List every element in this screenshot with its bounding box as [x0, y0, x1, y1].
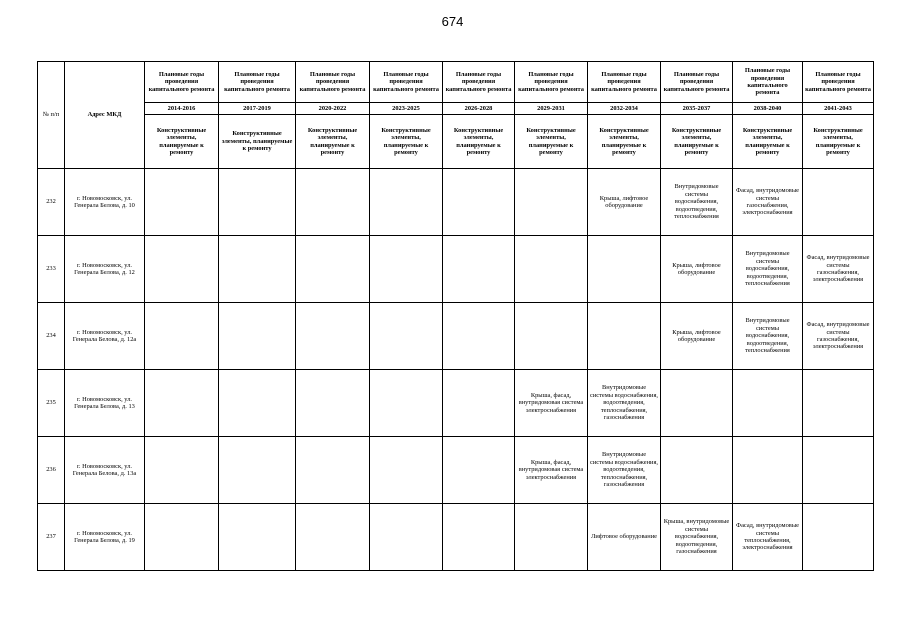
table-row	[38, 236, 874, 303]
work-cell	[588, 236, 661, 303]
work-cell	[219, 169, 296, 236]
header-period-years: 2035-2037	[661, 103, 733, 115]
header-elements: Конструктивные элементы, планируемые к ремонту	[661, 115, 733, 169]
work-cell	[296, 437, 370, 504]
work-cell	[145, 437, 219, 504]
work-cell: Крыша, фасад, внутридомовая система электроснабжения	[515, 437, 588, 504]
work-cell	[443, 236, 515, 303]
header-period-title: Плановые годы проведения капитального ремонта	[803, 62, 874, 103]
table-row	[38, 437, 874, 504]
work-cell	[803, 504, 874, 571]
header-elements: Конструктивные элементы, планируемые к ремонту	[296, 115, 370, 169]
work-cell	[219, 504, 296, 571]
work-cell	[515, 303, 588, 370]
work-cell	[219, 370, 296, 437]
header-elements: Конструктивные элементы, планируемые к ремонту	[370, 115, 443, 169]
work-cell	[588, 303, 661, 370]
work-cell	[296, 169, 370, 236]
work-cell	[145, 504, 219, 571]
work-cell	[661, 437, 733, 504]
work-cell	[803, 370, 874, 437]
work-cell	[443, 504, 515, 571]
work-cell: Фасад, внутридомовые системы газоснабжения, электроснабжения	[803, 303, 874, 370]
work-cell	[219, 303, 296, 370]
header-period-years: 2026-2028	[443, 103, 515, 115]
header-period-years: 2032-2034	[588, 103, 661, 115]
header-elements: Конструктивные элементы, планируемые к ремонту	[443, 115, 515, 169]
work-cell: Крыша, фасад, внутридомовая система электроснабжения	[515, 370, 588, 437]
row-number: 236	[38, 437, 65, 504]
row-address: г. Новомосковск, ул. Генерала Белова, д. 10	[65, 169, 145, 236]
work-cell	[443, 370, 515, 437]
work-cell: Внутридомовые системы водоснабжения, водоотведения, теплоснабжения	[733, 236, 803, 303]
row-number: 232	[38, 169, 65, 236]
work-cell	[296, 504, 370, 571]
header-number: № п/п	[38, 62, 65, 169]
work-cell: Лифтовое оборудование	[588, 504, 661, 571]
header-period-title: Плановые годы проведения капитального ремонта	[370, 62, 443, 103]
row-number: 237	[38, 504, 65, 571]
header-period-title: Плановые годы проведения капитального ремонта	[515, 62, 588, 103]
header-period-years: 2020-2022	[296, 103, 370, 115]
header-period-years: 2014-2016	[145, 103, 219, 115]
header-address: Адрес МКД	[65, 62, 145, 169]
header-period-title: Плановые годы проведения капитального ремонта	[219, 62, 296, 103]
work-cell	[803, 437, 874, 504]
row-address: г. Новомосковск, ул. Генерала Белова, д. 12	[65, 236, 145, 303]
work-cell: Фасад, внутридомовые системы газоснабжения, электроснабжения	[733, 169, 803, 236]
work-cell	[803, 169, 874, 236]
work-cell	[515, 504, 588, 571]
table-row	[38, 370, 874, 437]
work-cell	[219, 437, 296, 504]
work-cell	[515, 236, 588, 303]
table-row	[38, 303, 874, 370]
capital-repair-table	[37, 61, 874, 571]
work-cell: Крыша, лифтовое оборудование	[588, 169, 661, 236]
header-period-years: 2017-2019	[219, 103, 296, 115]
work-cell: Крыша, лифтовое оборудование	[661, 236, 733, 303]
work-cell: Внутридомовые системы водоснабжения, водоотведения, теплоснабжения	[661, 169, 733, 236]
header-elements: Конструктивные элементы, планируемые к ремонту	[145, 115, 219, 169]
table-row	[38, 504, 874, 571]
work-cell: Крыша, внутридомовые системы водоснабжения, водоотведения, газоснабжения	[661, 504, 733, 571]
work-cell: Внутридомовые системы водоснабжения, водоотведения, теплоснабжения, газоснабжения	[588, 370, 661, 437]
row-number: 233	[38, 236, 65, 303]
header-elements: Конструктивные элементы, планируемые к ремонту	[733, 115, 803, 169]
work-cell	[443, 303, 515, 370]
work-cell	[370, 169, 443, 236]
work-cell	[145, 303, 219, 370]
work-cell: Фасад, внутридомовые системы теплоснабжения, электроснабжения	[733, 504, 803, 571]
header-period-title: Плановые годы проведения капитального ремонта	[443, 62, 515, 103]
header-period-years: 2038-2040	[733, 103, 803, 115]
header-period-title: Плановые годы проведения капитального ремонта	[145, 62, 219, 103]
work-cell	[145, 370, 219, 437]
work-cell	[296, 236, 370, 303]
work-cell: Внутридомовые системы водоснабжения, водоотведения, теплоснабжения, газоснабжения	[588, 437, 661, 504]
work-cell	[443, 169, 515, 236]
work-cell	[370, 504, 443, 571]
header-period-title: Плановые годы проведения капитального ремонта	[588, 62, 661, 103]
header-elements: Конструктивные элементы, планируемые к ремонту	[803, 115, 874, 169]
work-cell	[219, 236, 296, 303]
row-number: 234	[38, 303, 65, 370]
work-cell	[661, 370, 733, 437]
header-period-years: 2023-2025	[370, 103, 443, 115]
work-cell	[733, 370, 803, 437]
work-cell	[145, 236, 219, 303]
work-cell	[370, 437, 443, 504]
header-period-title: Плановые годы проведения капитального ремонта	[296, 62, 370, 103]
work-cell	[443, 437, 515, 504]
work-cell	[370, 236, 443, 303]
work-cell	[370, 303, 443, 370]
row-number: 235	[38, 370, 65, 437]
work-cell: Крыша, лифтовое оборудование	[661, 303, 733, 370]
page-number: 674	[441, 14, 464, 29]
header-period-years: 2029-2031	[515, 103, 588, 115]
header-period-title: Плановые годы проведения капитального ремонта	[661, 62, 733, 103]
work-cell: Внутридомовые системы водоснабжения, водоотведения, теплоснабжения	[733, 303, 803, 370]
table-row	[38, 169, 874, 236]
header-elements: Конструктивные элементы, планируемые к ремонту	[219, 115, 296, 169]
work-cell: Фасад, внутридомовые системы газоснабжения, электроснабжения	[803, 236, 874, 303]
header-elements: Конструктивные элементы, планируемые к ремонту	[515, 115, 588, 169]
work-cell	[370, 370, 443, 437]
row-address: г. Новомосковск, ул. Генерала Белова, д. 12а	[65, 303, 145, 370]
work-cell	[733, 437, 803, 504]
work-cell	[145, 169, 219, 236]
header-elements: Конструктивные элементы, планируемые к ремонту	[588, 115, 661, 169]
header-period-years: 2041-2043	[803, 103, 874, 115]
work-cell	[296, 303, 370, 370]
header-period-title: Плановые годы проведения капитального ремонта	[733, 62, 803, 103]
row-address: г. Новомосковск, ул. Генерала Белова, д. 13	[65, 370, 145, 437]
work-cell	[296, 370, 370, 437]
row-address: г. Новомосковск, ул. Генерала Белова, д. 13а	[65, 437, 145, 504]
row-address: г. Новомосковск, ул. Генерала Белова, д. 19	[65, 504, 145, 571]
work-cell	[515, 169, 588, 236]
